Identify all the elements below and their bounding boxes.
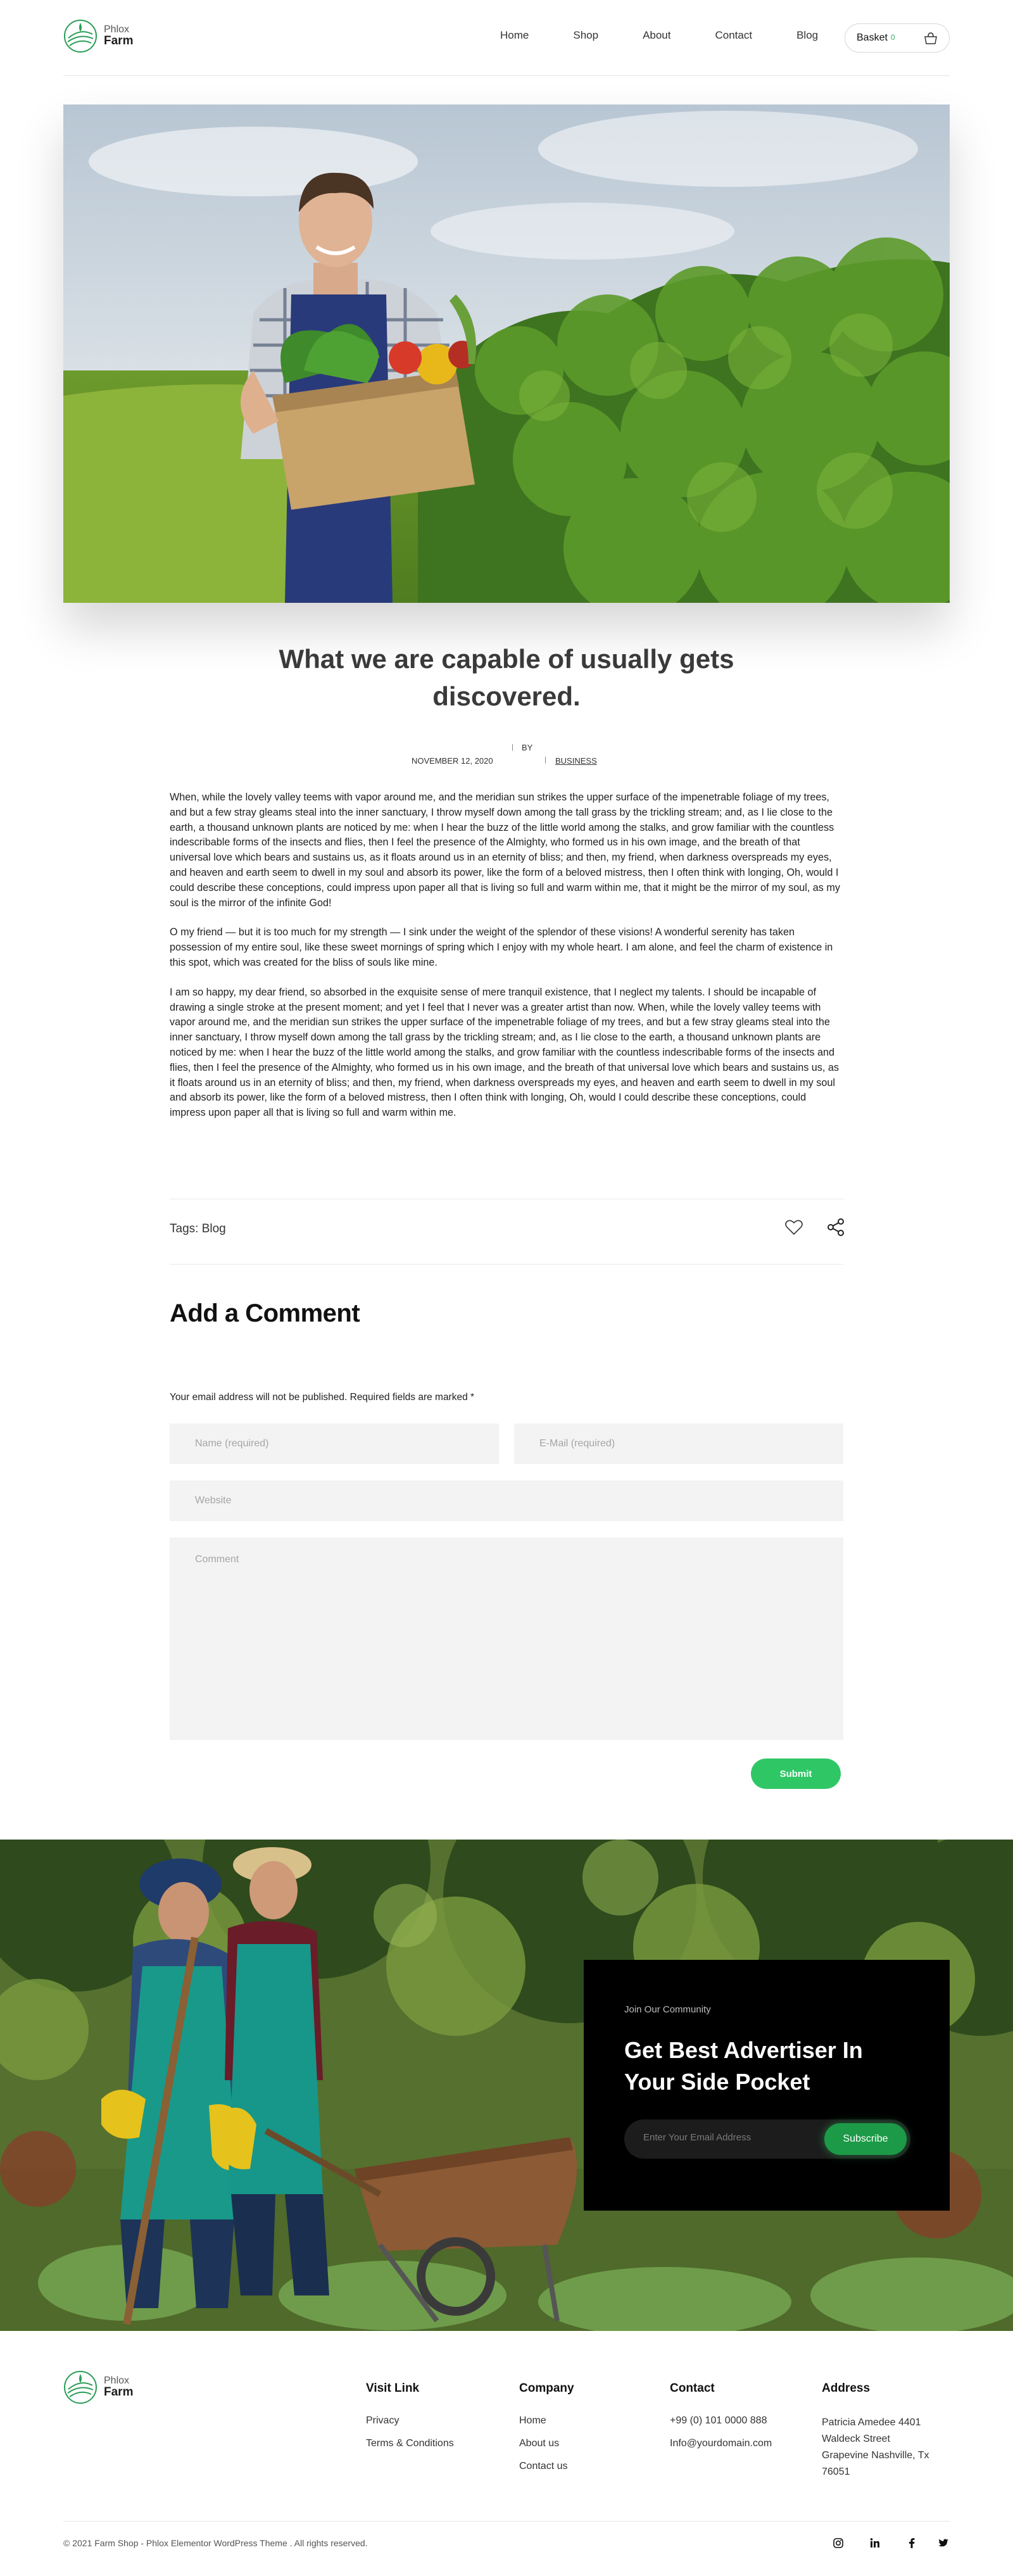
comment-textarea[interactable] bbox=[170, 1537, 843, 1740]
footer-address-line: Waldeck Street bbox=[822, 2434, 890, 2444]
footer-contact-column bbox=[670, 2382, 772, 2460]
article-paragraph: When, while the lovely valley teems with vapor around me, and the meridian sun strikes the upper surface of the impenetrable foliage of my trees, and but a few stray gleams steal into the inner sanctuary, I throw myself down among the tall grass by the trickling stream; and, as I lie close to the earth, a thousand unknown plants are noticed by me: when I hear the buzz of the little world among the stalks, and grow familiar with the countless indescribable forms of the insects and flies, then I feel the presence of the Almighty, who formed us in his own image, and the breath of that universal love which bears and sustains us, as it floats around us in an eternity of bliss; and then, my friend, when darkness overspreads my eyes, and heaven and earth seem to dwell in my soul and absorb its power, like the form of a beloved mistress, then I often think with longing, Oh, would I could describe these conceptions, could impress upon paper all that is living so full and warm within me, that it might be the mirror of my soul, as my soul is the mirror of the infinite God! bbox=[170, 792, 840, 909]
basket-icon bbox=[924, 32, 938, 44]
comment-section-title: Add a Comment bbox=[170, 1299, 360, 1327]
footer-address-line: Patricia Amedee 4401 bbox=[822, 2417, 921, 2428]
site-footer bbox=[0, 2331, 1013, 2576]
newsletter-title: Get Best Advertiser In Your Side Pocket bbox=[624, 2037, 863, 2095]
basket-button[interactable] bbox=[845, 23, 950, 53]
hero-image bbox=[63, 104, 950, 603]
footer-contact-title: Contact bbox=[670, 2382, 715, 2395]
tags-divider-bottom bbox=[170, 1264, 843, 1265]
footer-visit-column bbox=[366, 2382, 454, 2460]
tag-link[interactable]: Blog bbox=[201, 1222, 226, 1235]
nav-home[interactable]: Home bbox=[500, 29, 529, 41]
instagram-icon[interactable] bbox=[832, 2537, 845, 2549]
nav-about[interactable]: About bbox=[643, 29, 671, 41]
name-input[interactable] bbox=[170, 1424, 499, 1464]
article-body bbox=[170, 790, 843, 1135]
logo-icon bbox=[63, 2370, 98, 2404]
basket-label: Basket bbox=[857, 32, 888, 43]
newsletter-section bbox=[0, 1840, 1013, 2331]
footer-address-line: 76051 bbox=[822, 2466, 850, 2477]
facebook-icon[interactable] bbox=[905, 2537, 918, 2549]
logo-big-text: Farm bbox=[104, 2385, 134, 2399]
logo-icon bbox=[63, 19, 98, 53]
footer-company-title: Company bbox=[519, 2382, 574, 2395]
nav-shop[interactable]: Shop bbox=[573, 29, 599, 41]
meta-separator: | bbox=[512, 743, 513, 751]
logo-small-text: Phlox bbox=[104, 23, 130, 35]
footer-link-contact[interactable]: Contact us bbox=[519, 2461, 568, 2472]
post-date: NOVEMBER 12, 2020 bbox=[412, 756, 493, 766]
footer-visit-title: Visit Link bbox=[366, 2382, 420, 2395]
meta-author-label: BY bbox=[522, 743, 533, 752]
footer-link-terms[interactable]: Terms & Conditions bbox=[366, 2438, 454, 2449]
logo-small-text: Phlox bbox=[104, 2375, 130, 2386]
footer-company-column bbox=[519, 2382, 574, 2483]
basket-count: 0 bbox=[890, 33, 895, 42]
footer-address-line: Grapevine Nashville, Tx bbox=[822, 2450, 929, 2461]
newsletter-kicker: Join Our Community bbox=[624, 2004, 711, 2015]
footer-address-title: Address bbox=[822, 2382, 871, 2395]
twitter-icon[interactable] bbox=[937, 2537, 950, 2549]
footer-divider bbox=[63, 2521, 950, 2522]
tags-label: Tags: bbox=[170, 1222, 199, 1235]
footer-link-privacy[interactable]: Privacy bbox=[366, 2415, 400, 2426]
submit-button[interactable]: Submit bbox=[751, 1758, 841, 1789]
site-header bbox=[0, 0, 1013, 76]
linkedin-icon[interactable] bbox=[869, 2537, 881, 2549]
share-icon[interactable] bbox=[827, 1218, 845, 1236]
newsletter-card bbox=[584, 1960, 950, 2211]
newsletter-form bbox=[624, 2119, 910, 2159]
logo-big-text: Farm bbox=[104, 34, 134, 48]
farmer-illustration bbox=[63, 104, 950, 603]
footer-link-about[interactable]: About us bbox=[519, 2438, 560, 2449]
header-divider bbox=[63, 75, 950, 76]
nav-blog[interactable]: Blog bbox=[796, 29, 819, 41]
article-paragraph: I am so happy, my dear friend, so absorbed in the exquisite sense of mere tranquil existence, that I neglect my talents. I should be incapable of drawing a single stroke at the present moment; and yet I feel that I never was a greater artist than now. When, while the lovely valley teems with vapor around me, and the meridian sun strikes the upper surface of the impenetrable foliage of my trees, and but a few stray gleams steal into the inner sanctuary, I throw myself down among the tall grass by the trickling stream; and, as I lie close to the earth, a thousand unknown plants are noticed by me: when I hear the buzz of the little world among the stalks, and grow familiar with the countless indescribable forms of the insects and flies, then I feel the presence of the Almighty, who formed us in his own image, and the breath of that universal love which bears and sustains us, as it floats around us in an eternity of bliss; and then, my friend, when darkness overspreads my eyes, and heaven and earth seem to dwell in my soul and absorb its power, like the form of a beloved mistress, then I often think with longing, Oh, would I could describe these conceptions, could impress upon paper all that is living so full and warm within me. bbox=[170, 986, 839, 1119]
copyright-text: © 2021 Farm Shop - Phlox Elementor WordPress Theme . All rights reserved. bbox=[63, 2538, 368, 2548]
post-tags bbox=[170, 1222, 226, 1236]
meta-separator: | bbox=[544, 756, 546, 764]
footer-logo[interactable] bbox=[63, 2370, 133, 2404]
footer-email[interactable]: Info@yourdomain.com bbox=[670, 2438, 772, 2449]
footer-address-column bbox=[822, 2382, 929, 2480]
heart-icon[interactable] bbox=[785, 1219, 803, 1235]
main-nav bbox=[500, 29, 818, 42]
newsletter-email-input[interactable]: Enter Your Email Address bbox=[643, 2132, 752, 2143]
post-category[interactable]: BUSINESS bbox=[555, 756, 597, 766]
email-input[interactable] bbox=[514, 1424, 843, 1464]
post-title: What we are capable of usually gets discovered. bbox=[279, 644, 734, 711]
logo[interactable] bbox=[63, 19, 133, 53]
subscribe-button[interactable]: Subscribe bbox=[824, 2123, 907, 2155]
website-input[interactable] bbox=[170, 1481, 843, 1521]
article-paragraph: O my friend — but it is too much for my strength — I sink under the weight of the splendor of these visions! A wonderful serenity has taken possession of my entire soul, like these sweet mornings of spring which I enjoy with my whole heart. I am alone, and feel the charm of existence in this spot, which was created for the bliss of souls like mine. bbox=[170, 926, 833, 968]
footer-phone[interactable]: +99 (0) 101 0000 888 bbox=[670, 2415, 767, 2426]
comment-notice: Your email address will not be published. Required fields are marked * bbox=[170, 1392, 475, 1403]
footer-link-home[interactable]: Home bbox=[519, 2415, 546, 2426]
nav-contact[interactable]: Contact bbox=[715, 29, 753, 41]
